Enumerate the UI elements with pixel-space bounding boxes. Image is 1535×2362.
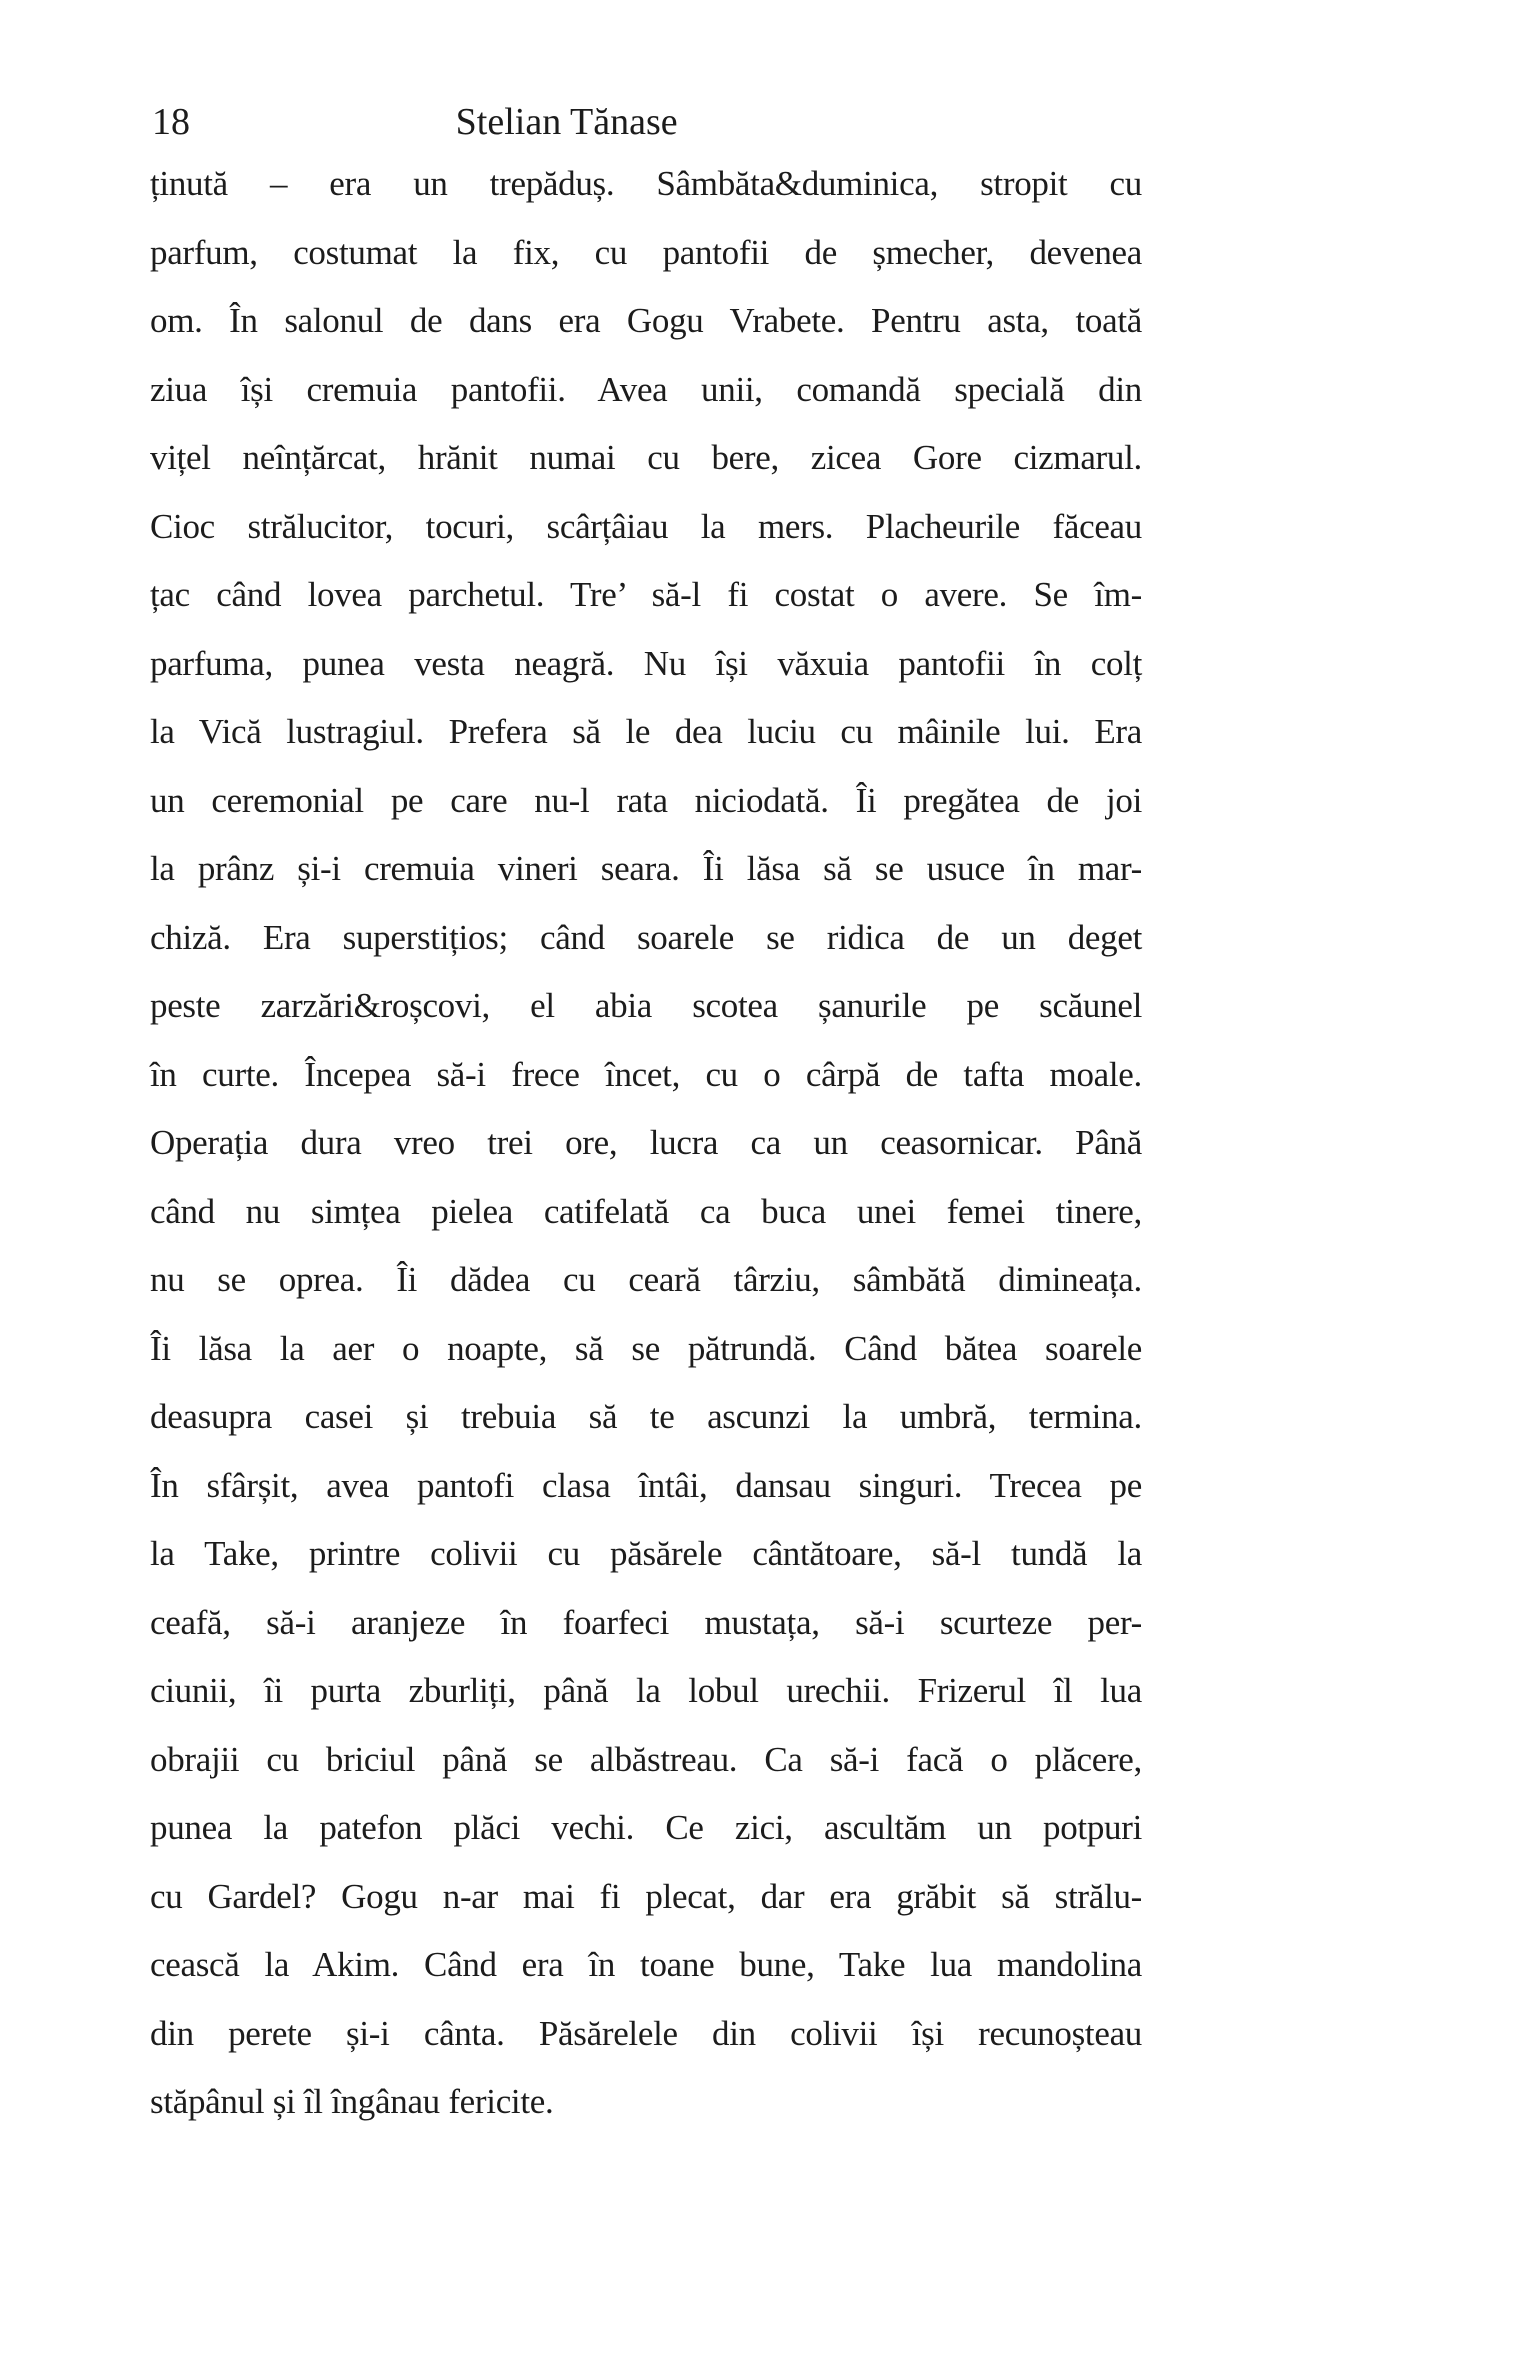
body-line-1: ținută – era un trepăduș. Sâmbăta&duminica, stropit cu	[150, 164, 1142, 203]
body-line-10: un ceremonial pe care nu-l rata niciodată. Îi pregătea de joi	[150, 780, 1142, 820]
body-line-21: la Take, printre colivii cu păsărele cântătoare, să-l tundă la	[150, 1534, 1142, 1573]
body-text	[150, 150, 1142, 2137]
body-line-4: ziua își cremuia pantofii. Avea unii, comandă specială din	[150, 369, 1142, 409]
body-line-19: deasupra casei și trebuia să te ascunzi la umbră, termina.	[150, 1397, 1142, 1436]
body-line-9: la Vică lustragiul. Prefera să le dea luciu cu mâinile lui. Era	[150, 712, 1142, 751]
running-header	[150, 100, 1142, 150]
running-header-author: Stelian Tănase	[455, 101, 678, 143]
body-line-26: cu Gardel? Gogu n-ar mai fi plecat, dar era grăbit să strălu-	[150, 1876, 1142, 1916]
body-line-11: la prânz și-i cremuia vineri seara. Îi lăsa să se usuce în mar-	[150, 849, 1142, 888]
page-number: 18	[152, 101, 190, 143]
body-line-2: parfum, costumat la fix, cu pantofii de șmecher, devenea	[150, 232, 1142, 272]
body-line-6: Cioc strălucitor, tocuri, scârțâiau la mers. Placheurile făceau	[150, 506, 1142, 546]
body-line-15: Operația dura vreo trei ore, lucra ca un ceasornicar. Până	[150, 1123, 1142, 1162]
body-line-7: țac când lovea parchetul. Tre’ să-l fi costat o avere. Se îm-	[150, 575, 1142, 614]
body-line-23: ciunii, îi purta zburliți, până la lobul urechii. Frizerul îl lua	[150, 1671, 1142, 1710]
body-line-5: vițel neînțărcat, hrănit numai cu bere, zicea Gore cizmarul.	[150, 438, 1142, 477]
body-line-20: În sfârșit, avea pantofi clasa întâi, dansau singuri. Trecea pe	[150, 1465, 1142, 1505]
body-line-13: peste zarzări&roșcovi, el abia scotea șanurile pe scăunel	[150, 986, 1142, 1025]
body-line-24: obrajii cu briciul până se albăstreau. Ca să-i facă o plăcere,	[150, 1739, 1142, 1779]
body-line-18: Îi lăsa la aer o noapte, să se pătrundă. Când bătea soarele	[150, 1328, 1142, 1368]
body-line-27: cească la Akim. Când era în toane bune, Take lua mandolina	[150, 1945, 1142, 1984]
body-line-12: chiză. Era superstițios; când soarele se ridica de un deget	[150, 917, 1142, 957]
body-line-3: om. În salonul de dans era Gogu Vrabete. Pentru asta, toată	[150, 301, 1142, 340]
body-line-14: în curte. Începea să-i frece încet, cu o cârpă de tafta moale.	[150, 1054, 1142, 1094]
body-line-22: ceafă, să-i aranjeze în foarfeci mustața, să-i scurteze per-	[150, 1602, 1142, 1642]
body-line-8: parfuma, punea vesta neagră. Nu își văxuia pantofii în colț	[150, 643, 1142, 683]
body-line-16: când nu simțea pielea catifelată ca buca unei femei tinere,	[150, 1191, 1142, 1231]
body-line-28: din perete și-i cânta. Păsărelele din colivii își recunoșteau	[150, 2013, 1142, 2053]
body-line-17: nu se oprea. Îi dădea cu ceară târziu, sâmbătă dimineața.	[150, 1260, 1142, 1299]
body-line-25: punea la patefon plăci vechi. Ce zici, ascultăm un potpuri	[150, 1808, 1142, 1847]
body-line-29: stăpânul și îl îngânau fericite.	[150, 2082, 554, 2121]
